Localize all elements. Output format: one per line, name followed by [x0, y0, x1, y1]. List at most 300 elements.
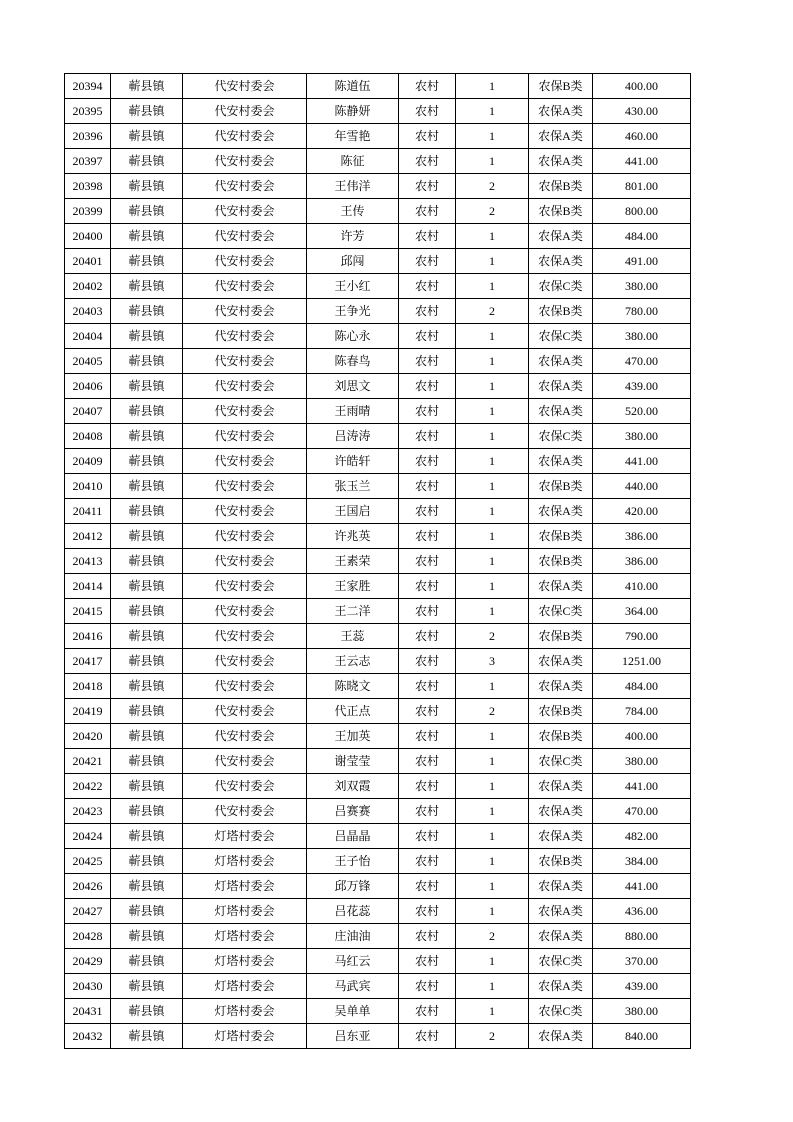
cell-village: 代安村委会 [183, 199, 307, 224]
cell-category: 农保A类 [529, 649, 593, 674]
cell-name: 王加英 [307, 724, 399, 749]
cell-amount: 482.00 [593, 824, 691, 849]
cell-amount: 439.00 [593, 974, 691, 999]
cell-village: 代安村委会 [183, 624, 307, 649]
cell-village: 灯塔村委会 [183, 899, 307, 924]
cell-count: 1 [456, 124, 529, 149]
cell-type: 农村 [399, 324, 456, 349]
cell-category: 农保A类 [529, 924, 593, 949]
cell-category: 农保C类 [529, 999, 593, 1024]
cell-id: 20418 [65, 674, 111, 699]
cell-village: 代安村委会 [183, 449, 307, 474]
cell-town: 蕲县镇 [111, 774, 183, 799]
cell-name: 陈静妍 [307, 99, 399, 124]
cell-town: 蕲县镇 [111, 274, 183, 299]
cell-amount: 520.00 [593, 399, 691, 424]
cell-amount: 470.00 [593, 349, 691, 374]
cell-name: 张玉兰 [307, 474, 399, 499]
cell-id: 20412 [65, 524, 111, 549]
table-row [65, 849, 691, 874]
cell-type: 农村 [399, 674, 456, 699]
cell-amount: 370.00 [593, 949, 691, 974]
cell-count: 1 [456, 799, 529, 824]
cell-amount: 386.00 [593, 549, 691, 574]
cell-town: 蕲县镇 [111, 424, 183, 449]
cell-village: 代安村委会 [183, 799, 307, 824]
cell-village: 代安村委会 [183, 499, 307, 524]
cell-type: 农村 [399, 974, 456, 999]
cell-count: 1 [456, 724, 529, 749]
cell-town: 蕲县镇 [111, 149, 183, 174]
cell-village: 代安村委会 [183, 124, 307, 149]
cell-id: 20425 [65, 849, 111, 874]
cell-count: 1 [456, 374, 529, 399]
cell-category: 农保A类 [529, 499, 593, 524]
cell-type: 农村 [399, 149, 456, 174]
cell-type: 农村 [399, 99, 456, 124]
table-row [65, 899, 691, 924]
cell-village: 代安村委会 [183, 299, 307, 324]
table-row [65, 499, 691, 524]
cell-amount: 436.00 [593, 899, 691, 924]
cell-id: 20419 [65, 699, 111, 724]
cell-amount: 470.00 [593, 799, 691, 824]
table-row [65, 674, 691, 699]
cell-id: 20421 [65, 749, 111, 774]
cell-amount: 491.00 [593, 249, 691, 274]
cell-name: 刘双霞 [307, 774, 399, 799]
cell-town: 蕲县镇 [111, 949, 183, 974]
table-row [65, 824, 691, 849]
cell-town: 蕲县镇 [111, 924, 183, 949]
table-row [65, 524, 691, 549]
cell-id: 20413 [65, 549, 111, 574]
cell-type: 农村 [399, 399, 456, 424]
cell-amount: 880.00 [593, 924, 691, 949]
cell-id: 20428 [65, 924, 111, 949]
cell-amount: 441.00 [593, 149, 691, 174]
cell-category: 农保A类 [529, 249, 593, 274]
cell-count: 1 [456, 749, 529, 774]
cell-count: 1 [456, 399, 529, 424]
cell-id: 20403 [65, 299, 111, 324]
cell-village: 代安村委会 [183, 249, 307, 274]
cell-type: 农村 [399, 374, 456, 399]
cell-category: 农保B类 [529, 474, 593, 499]
cell-type: 农村 [399, 899, 456, 924]
table-row [65, 699, 691, 724]
cell-town: 蕲县镇 [111, 99, 183, 124]
cell-name: 吕涛涛 [307, 424, 399, 449]
cell-count: 1 [456, 824, 529, 849]
cell-category: 农保A类 [529, 149, 593, 174]
cell-village: 代安村委会 [183, 174, 307, 199]
cell-id: 20404 [65, 324, 111, 349]
cell-town: 蕲县镇 [111, 224, 183, 249]
cell-name: 王云志 [307, 649, 399, 674]
cell-id: 20407 [65, 399, 111, 424]
cell-name: 许芳 [307, 224, 399, 249]
cell-amount: 364.00 [593, 599, 691, 624]
cell-id: 20408 [65, 424, 111, 449]
cell-count: 1 [456, 499, 529, 524]
cell-category: 农保A类 [529, 674, 593, 699]
cell-count: 1 [456, 99, 529, 124]
cell-amount: 400.00 [593, 724, 691, 749]
table-row [65, 649, 691, 674]
cell-id: 20411 [65, 499, 111, 524]
cell-count: 1 [456, 224, 529, 249]
table-row [65, 799, 691, 824]
cell-town: 蕲县镇 [111, 199, 183, 224]
cell-id: 20414 [65, 574, 111, 599]
cell-id: 20429 [65, 949, 111, 974]
cell-type: 农村 [399, 124, 456, 149]
cell-town: 蕲县镇 [111, 599, 183, 624]
cell-id: 20401 [65, 249, 111, 274]
cell-town: 蕲县镇 [111, 674, 183, 699]
table-row [65, 399, 691, 424]
cell-village: 灯塔村委会 [183, 949, 307, 974]
cell-village: 代安村委会 [183, 349, 307, 374]
cell-id: 20423 [65, 799, 111, 824]
cell-count: 1 [456, 324, 529, 349]
cell-village: 代安村委会 [183, 99, 307, 124]
table-row [65, 949, 691, 974]
cell-town: 蕲县镇 [111, 649, 183, 674]
cell-category: 农保A类 [529, 99, 593, 124]
cell-amount: 380.00 [593, 274, 691, 299]
cell-village: 灯塔村委会 [183, 974, 307, 999]
table-row [65, 174, 691, 199]
cell-category: 农保A类 [529, 124, 593, 149]
cell-type: 农村 [399, 724, 456, 749]
cell-amount: 380.00 [593, 424, 691, 449]
cell-id: 20394 [65, 74, 111, 99]
cell-category: 农保B类 [529, 174, 593, 199]
cell-amount: 384.00 [593, 849, 691, 874]
cell-id: 20432 [65, 1024, 111, 1049]
table-row [65, 749, 691, 774]
cell-type: 农村 [399, 174, 456, 199]
cell-count: 1 [456, 674, 529, 699]
table-row [65, 999, 691, 1024]
cell-count: 1 [456, 549, 529, 574]
cell-village: 灯塔村委会 [183, 999, 307, 1024]
cell-amount: 800.00 [593, 199, 691, 224]
table-row [65, 1024, 691, 1049]
table-row [65, 549, 691, 574]
cell-village: 灯塔村委会 [183, 824, 307, 849]
cell-category: 农保A类 [529, 574, 593, 599]
cell-village: 灯塔村委会 [183, 1024, 307, 1049]
table-row [65, 424, 691, 449]
cell-name: 王蕊 [307, 624, 399, 649]
cell-amount: 430.00 [593, 99, 691, 124]
cell-town: 蕲县镇 [111, 349, 183, 374]
cell-amount: 801.00 [593, 174, 691, 199]
cell-name: 刘思文 [307, 374, 399, 399]
cell-type: 农村 [399, 574, 456, 599]
cell-id: 20397 [65, 149, 111, 174]
cell-count: 1 [456, 774, 529, 799]
cell-name: 吴单单 [307, 999, 399, 1024]
cell-name: 邱万锋 [307, 874, 399, 899]
cell-amount: 784.00 [593, 699, 691, 724]
cell-village: 代安村委会 [183, 649, 307, 674]
cell-category: 农保A类 [529, 824, 593, 849]
cell-type: 农村 [399, 849, 456, 874]
cell-name: 王国启 [307, 499, 399, 524]
cell-category: 农保A类 [529, 224, 593, 249]
cell-type: 农村 [399, 649, 456, 674]
cell-category: 农保C类 [529, 599, 593, 624]
cell-village: 代安村委会 [183, 74, 307, 99]
cell-category: 农保B类 [529, 74, 593, 99]
cell-count: 2 [456, 624, 529, 649]
cell-village: 代安村委会 [183, 224, 307, 249]
cell-type: 农村 [399, 449, 456, 474]
cell-id: 20409 [65, 449, 111, 474]
cell-type: 农村 [399, 999, 456, 1024]
cell-village: 代安村委会 [183, 749, 307, 774]
cell-name: 代正点 [307, 699, 399, 724]
cell-count: 1 [456, 874, 529, 899]
cell-id: 20416 [65, 624, 111, 649]
cell-amount: 790.00 [593, 624, 691, 649]
table-row [65, 224, 691, 249]
cell-amount: 441.00 [593, 874, 691, 899]
cell-village: 代安村委会 [183, 399, 307, 424]
cell-village: 代安村委会 [183, 524, 307, 549]
cell-type: 农村 [399, 874, 456, 899]
cell-village: 代安村委会 [183, 724, 307, 749]
cell-id: 20424 [65, 824, 111, 849]
cell-id: 20395 [65, 99, 111, 124]
cell-category: 农保A类 [529, 374, 593, 399]
cell-name: 王伟洋 [307, 174, 399, 199]
cell-name: 吕花蕊 [307, 899, 399, 924]
table-row [65, 74, 691, 99]
cell-name: 王二洋 [307, 599, 399, 624]
cell-type: 农村 [399, 199, 456, 224]
cell-village: 代安村委会 [183, 149, 307, 174]
cell-town: 蕲县镇 [111, 874, 183, 899]
cell-town: 蕲县镇 [111, 849, 183, 874]
cell-amount: 439.00 [593, 374, 691, 399]
cell-town: 蕲县镇 [111, 249, 183, 274]
cell-amount: 441.00 [593, 774, 691, 799]
cell-town: 蕲县镇 [111, 299, 183, 324]
cell-amount: 386.00 [593, 524, 691, 549]
cell-town: 蕲县镇 [111, 749, 183, 774]
cell-id: 20396 [65, 124, 111, 149]
cell-category: 农保C类 [529, 949, 593, 974]
table-row [65, 449, 691, 474]
cell-type: 农村 [399, 949, 456, 974]
cell-amount: 1251.00 [593, 649, 691, 674]
cell-type: 农村 [399, 799, 456, 824]
cell-name: 王争光 [307, 299, 399, 324]
cell-category: 农保B类 [529, 524, 593, 549]
cell-town: 蕲县镇 [111, 549, 183, 574]
cell-count: 1 [456, 999, 529, 1024]
cell-type: 农村 [399, 774, 456, 799]
cell-count: 1 [456, 574, 529, 599]
cell-count: 3 [456, 649, 529, 674]
cell-name: 王传 [307, 199, 399, 224]
cell-name: 许皓轩 [307, 449, 399, 474]
table-row [65, 974, 691, 999]
cell-town: 蕲县镇 [111, 624, 183, 649]
cell-category: 农保C类 [529, 424, 593, 449]
cell-type: 农村 [399, 499, 456, 524]
cell-town: 蕲县镇 [111, 574, 183, 599]
table-row [65, 149, 691, 174]
cell-village: 灯塔村委会 [183, 874, 307, 899]
cell-village: 代安村委会 [183, 474, 307, 499]
cell-category: 农保A类 [529, 799, 593, 824]
cell-id: 20402 [65, 274, 111, 299]
cell-category: 农保B类 [529, 624, 593, 649]
cell-category: 农保A类 [529, 349, 593, 374]
cell-town: 蕲县镇 [111, 174, 183, 199]
cell-town: 蕲县镇 [111, 699, 183, 724]
cell-type: 农村 [399, 624, 456, 649]
cell-category: 农保B类 [529, 299, 593, 324]
table-row [65, 324, 691, 349]
cell-category: 农保C类 [529, 324, 593, 349]
cell-name: 王素荣 [307, 549, 399, 574]
table-row [65, 299, 691, 324]
cell-count: 1 [456, 274, 529, 299]
cell-village: 代安村委会 [183, 549, 307, 574]
cell-type: 农村 [399, 824, 456, 849]
cell-count: 1 [456, 424, 529, 449]
cell-town: 蕲县镇 [111, 324, 183, 349]
cell-amount: 460.00 [593, 124, 691, 149]
table-row [65, 474, 691, 499]
cell-village: 代安村委会 [183, 774, 307, 799]
cell-category: 农保A类 [529, 774, 593, 799]
cell-type: 农村 [399, 749, 456, 774]
cell-count: 1 [456, 74, 529, 99]
cell-id: 20427 [65, 899, 111, 924]
cell-village: 代安村委会 [183, 424, 307, 449]
table-row [65, 599, 691, 624]
cell-name: 马红云 [307, 949, 399, 974]
cell-town: 蕲县镇 [111, 499, 183, 524]
benefits-table [64, 73, 691, 1049]
cell-town: 蕲县镇 [111, 824, 183, 849]
cell-name: 吕晶晶 [307, 824, 399, 849]
cell-type: 农村 [399, 424, 456, 449]
cell-village: 代安村委会 [183, 374, 307, 399]
cell-count: 2 [456, 699, 529, 724]
table-row [65, 274, 691, 299]
table-row [65, 624, 691, 649]
cell-category: 农保C类 [529, 749, 593, 774]
cell-name: 王家胜 [307, 574, 399, 599]
cell-amount: 420.00 [593, 499, 691, 524]
cell-town: 蕲县镇 [111, 799, 183, 824]
cell-count: 1 [456, 524, 529, 549]
table-row [65, 199, 691, 224]
cell-category: 农保A类 [529, 899, 593, 924]
cell-town: 蕲县镇 [111, 524, 183, 549]
cell-town: 蕲县镇 [111, 974, 183, 999]
cell-village: 代安村委会 [183, 674, 307, 699]
cell-town: 蕲县镇 [111, 1024, 183, 1049]
cell-name: 王小红 [307, 274, 399, 299]
cell-type: 农村 [399, 599, 456, 624]
cell-type: 农村 [399, 524, 456, 549]
cell-type: 农村 [399, 249, 456, 274]
cell-category: 农保A类 [529, 874, 593, 899]
cell-category: 农保A类 [529, 1024, 593, 1049]
cell-category: 农保A类 [529, 974, 593, 999]
cell-category: 农保B类 [529, 724, 593, 749]
cell-village: 代安村委会 [183, 599, 307, 624]
cell-amount: 484.00 [593, 224, 691, 249]
cell-name: 陈道伍 [307, 74, 399, 99]
table-body [65, 74, 691, 1049]
cell-village: 代安村委会 [183, 574, 307, 599]
cell-amount: 380.00 [593, 324, 691, 349]
cell-type: 农村 [399, 299, 456, 324]
cell-name: 年雪艳 [307, 124, 399, 149]
table-row [65, 349, 691, 374]
cell-id: 20422 [65, 774, 111, 799]
cell-id: 20406 [65, 374, 111, 399]
cell-type: 农村 [399, 74, 456, 99]
cell-id: 20400 [65, 224, 111, 249]
cell-name: 陈春鸟 [307, 349, 399, 374]
cell-village: 灯塔村委会 [183, 924, 307, 949]
cell-amount: 484.00 [593, 674, 691, 699]
cell-id: 20405 [65, 349, 111, 374]
cell-type: 农村 [399, 224, 456, 249]
cell-count: 2 [456, 199, 529, 224]
cell-village: 灯塔村委会 [183, 849, 307, 874]
cell-type: 农村 [399, 274, 456, 299]
cell-village: 代安村委会 [183, 699, 307, 724]
cell-type: 农村 [399, 549, 456, 574]
cell-amount: 380.00 [593, 999, 691, 1024]
cell-count: 2 [456, 1024, 529, 1049]
cell-town: 蕲县镇 [111, 399, 183, 424]
cell-category: 农保A类 [529, 399, 593, 424]
cell-town: 蕲县镇 [111, 374, 183, 399]
cell-id: 20426 [65, 874, 111, 899]
cell-type: 农村 [399, 474, 456, 499]
cell-name: 陈征 [307, 149, 399, 174]
cell-category: 农保B类 [529, 699, 593, 724]
cell-id: 20420 [65, 724, 111, 749]
cell-town: 蕲县镇 [111, 449, 183, 474]
cell-name: 庄油油 [307, 924, 399, 949]
cell-count: 2 [456, 924, 529, 949]
cell-type: 农村 [399, 1024, 456, 1049]
cell-name: 王雨晴 [307, 399, 399, 424]
cell-count: 1 [456, 899, 529, 924]
cell-amount: 441.00 [593, 449, 691, 474]
cell-id: 20417 [65, 649, 111, 674]
table-row [65, 249, 691, 274]
table-row [65, 724, 691, 749]
cell-amount: 410.00 [593, 574, 691, 599]
cell-id: 20410 [65, 474, 111, 499]
